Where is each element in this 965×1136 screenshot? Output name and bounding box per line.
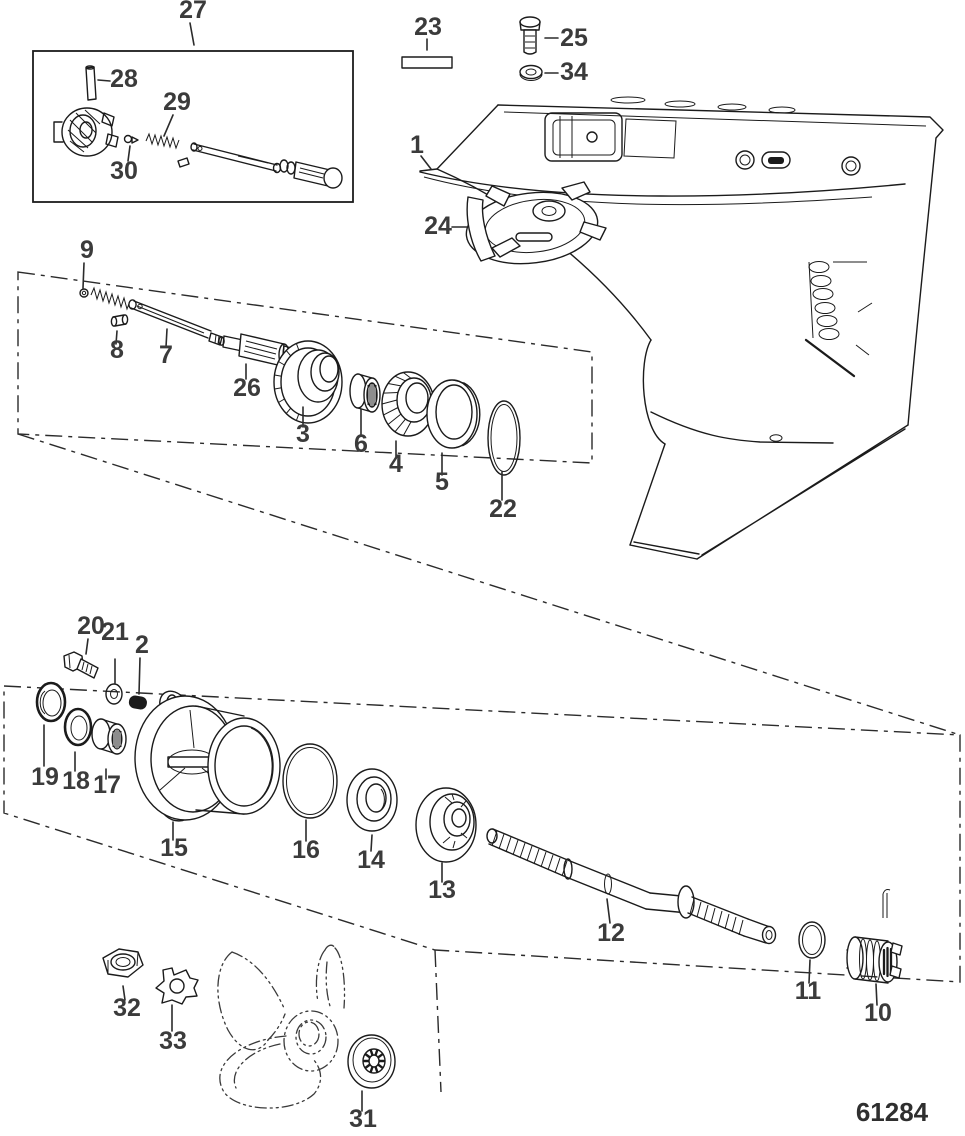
callout-16: [292, 820, 320, 864]
part-label-9: 9: [80, 236, 94, 264]
part-label-19: 19: [31, 763, 59, 791]
part-20-bolt-drawing: [64, 652, 98, 678]
drawing-number: 61284: [855, 1097, 929, 1127]
callout-10: [864, 984, 892, 1027]
part-label-7: 7: [159, 341, 173, 369]
callout-23: [414, 13, 442, 50]
propeller-phantom-drawing: [218, 945, 345, 1108]
part-24-anode-plate-drawing: [462, 182, 606, 271]
part-7-shift-cam-rod-drawing: [129, 300, 224, 345]
part-label-15: 15: [160, 834, 188, 862]
part-8-pin-drawing: [111, 315, 127, 326]
callout-22: [489, 472, 517, 523]
part-label-13: 13: [428, 876, 456, 904]
part-9-ball-and-spring-drawing: [80, 288, 130, 309]
callout-29: [163, 88, 191, 136]
part-4-tapered-roller-bearing-drawing: [382, 372, 434, 436]
part-label-25: 25: [560, 24, 588, 52]
part-label-4: 4: [389, 450, 403, 478]
callout-28: [98, 65, 138, 93]
part-label-10: 10: [864, 999, 892, 1027]
part-label-6: 6: [354, 430, 368, 458]
part-34-washer-drawing: [520, 66, 542, 81]
part-label-16: 16: [292, 836, 320, 864]
callout-21: [101, 618, 129, 683]
part-27-sliding-clutch-drawing: [54, 108, 118, 156]
part-33-tab-washer-drawing: [156, 968, 198, 1004]
callout-27: [179, 0, 207, 45]
callout-24: [424, 212, 467, 240]
callout-6: [354, 409, 368, 458]
part-label-20: 20: [77, 612, 105, 640]
part-label-21: 21: [101, 618, 129, 646]
part-label-30: 30: [110, 157, 138, 185]
part-label-26: 26: [233, 374, 261, 402]
callout-14: [357, 835, 385, 874]
callout-17: [93, 769, 121, 799]
callout-5: [435, 453, 449, 496]
part-15-bearing-carrier-drawing: [135, 691, 280, 821]
part-10-sliding-clutch-drawing: [847, 890, 902, 984]
part-18-oil-seal-drawing: [65, 709, 91, 745]
part-label-12: 12: [597, 919, 625, 947]
callout-31: [349, 1091, 377, 1133]
callout-11: [795, 960, 822, 1005]
part-17-needle-bearing-drawing: [92, 719, 126, 754]
callout-19: [31, 725, 59, 791]
callout-4: [389, 441, 403, 478]
part-11-retaining-ring-drawing: [799, 922, 825, 958]
part-label-17: 17: [93, 771, 121, 799]
callout-9: [80, 236, 94, 288]
part-6-needle-bushing-drawing: [350, 374, 380, 412]
callout-30: [110, 146, 138, 185]
part-5-bearing-race-drawing: [427, 380, 480, 448]
callout-15: [160, 822, 188, 862]
part-3-forward-gear-drawing: [274, 341, 342, 423]
part-label-22: 22: [489, 495, 517, 523]
part-label-5: 5: [435, 468, 449, 496]
part-label-32: 32: [113, 994, 141, 1022]
part-label-8: 8: [110, 336, 124, 364]
part-2-plug-drawing: [128, 695, 148, 711]
part-32-prop-nut-drawing: [103, 949, 143, 977]
phantom-connector-line: [18, 434, 960, 735]
callout-7: [159, 329, 173, 369]
callout-13: [428, 863, 456, 904]
part-label-24: 24: [424, 212, 452, 240]
part-19-oil-seal-drawing: [37, 683, 65, 721]
part-label-18: 18: [62, 767, 90, 795]
callout-34: [545, 58, 588, 86]
callout-33: [159, 1005, 187, 1055]
part-16-o-ring-drawing: [283, 744, 337, 818]
callout-32: [113, 986, 141, 1022]
part-1-gear-housing-drawing: [420, 97, 943, 559]
part-label-28: 28: [110, 65, 138, 93]
part-30-detent-drawing: [125, 136, 139, 144]
part-14-ball-bearing-drawing: [347, 769, 397, 831]
part-label-27: 27: [179, 0, 207, 24]
callout-25: [545, 24, 588, 52]
part-label-3: 3: [296, 420, 310, 448]
part-28-pin-drawing: [86, 66, 96, 100]
part-29-spring-drawing: [146, 134, 179, 148]
part-label-11: 11: [794, 977, 822, 1005]
part-label-33: 33: [159, 1027, 187, 1055]
callout-2: [135, 631, 149, 694]
callout-18: [62, 752, 90, 795]
callout-12: [597, 899, 625, 947]
callout-1: [410, 131, 431, 169]
part-label-14: 14: [357, 846, 385, 874]
part-31-thrust-hub-drawing: [348, 1035, 395, 1088]
part-label-31: 31: [349, 1105, 377, 1133]
shift-shaft-assembly-drawing: [178, 143, 342, 188]
part-label-1: 1: [410, 131, 424, 159]
part-label-34: 34: [560, 58, 588, 86]
part-22-o-ring-drawing: [488, 401, 520, 475]
callout-8: [110, 331, 124, 364]
part-12-propeller-shaft-drawing: [487, 829, 776, 944]
part-13-reverse-gear-drawing: [416, 788, 476, 862]
part-label-23: 23: [414, 13, 442, 41]
part-21-washer-drawing: [106, 684, 122, 704]
part-25-bolt-drawing: [520, 17, 540, 54]
part-label-2: 2: [135, 631, 149, 659]
part-label-29: 29: [163, 88, 191, 116]
part-23-shim-drawing: [402, 57, 452, 68]
callout-26: [233, 364, 261, 402]
